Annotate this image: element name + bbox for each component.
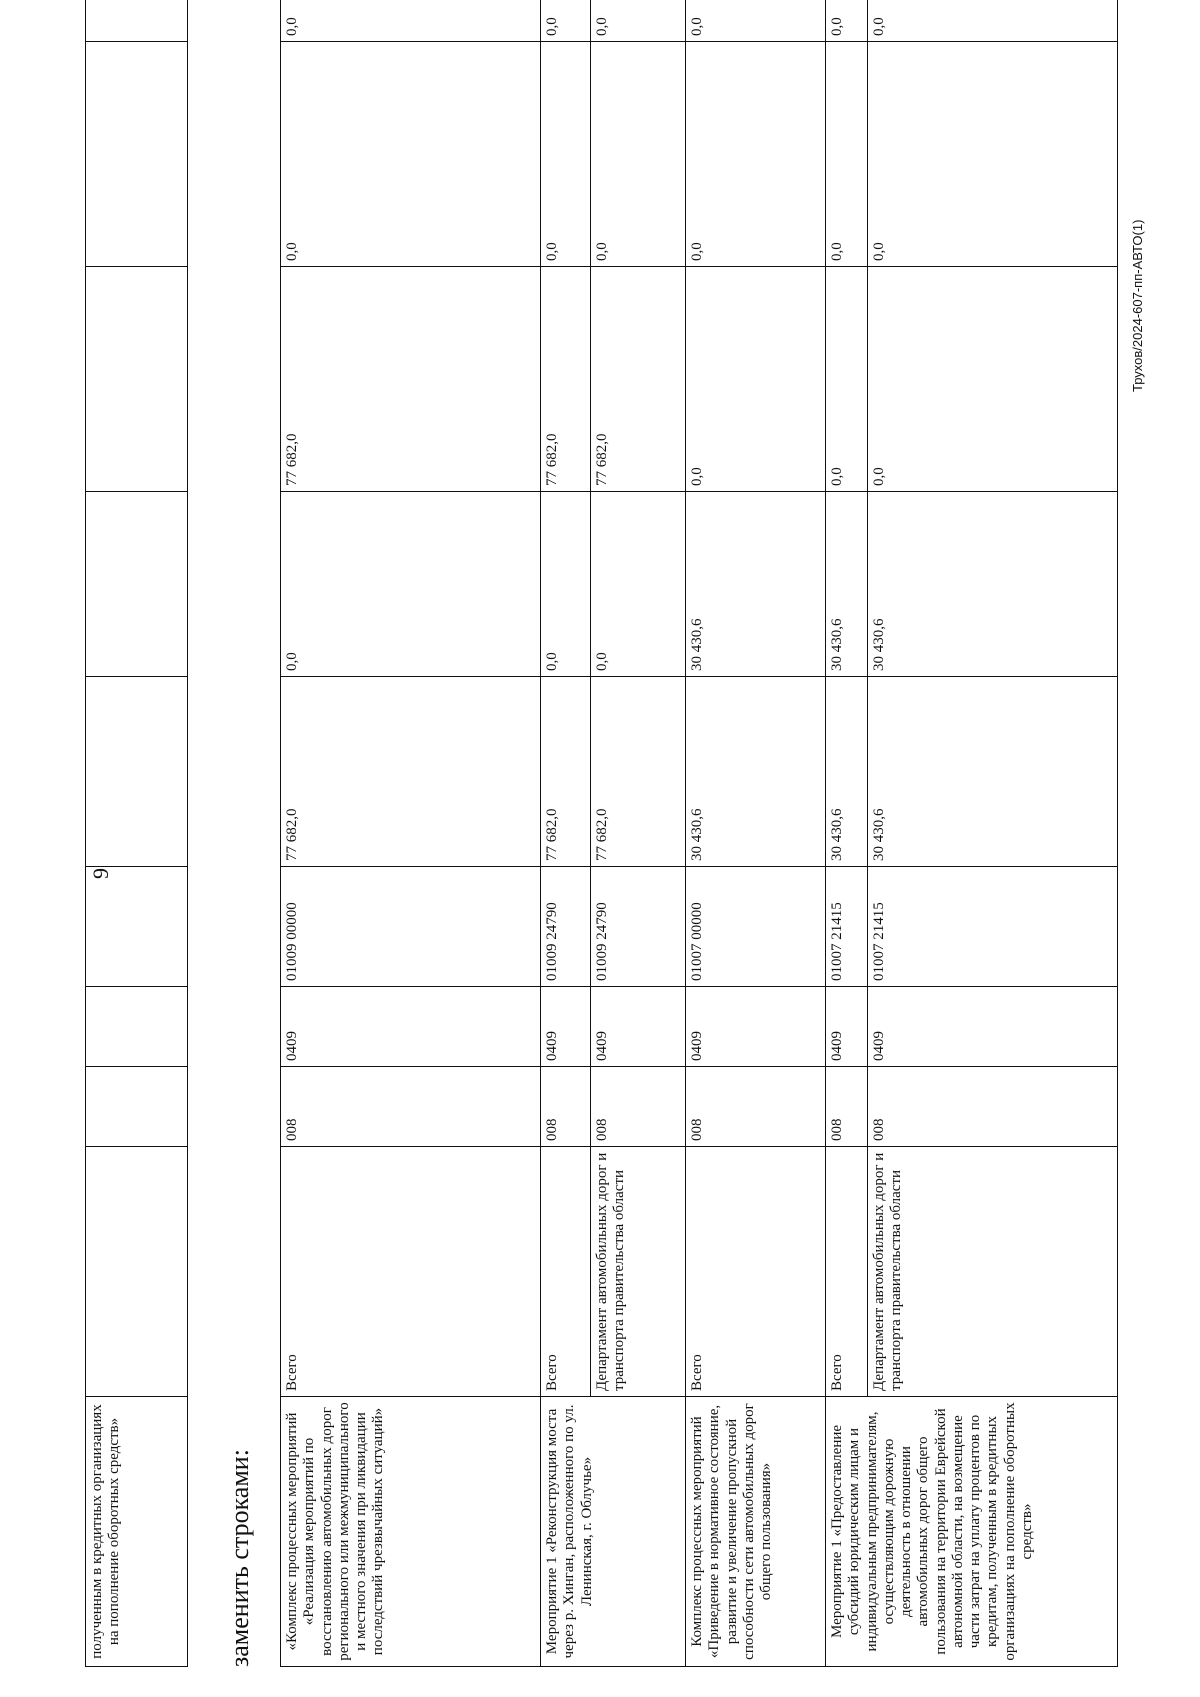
executor-cell: Всего [686,1147,826,1397]
grbs-cell: 008 [826,1067,868,1147]
csr-cell: 01009 24790 [591,867,686,987]
csr-cell: 01009 00000 [281,867,541,987]
csr-cell: 01009 24790 [541,867,591,987]
value-cell [86,677,188,867]
measure-name-cell: полученным в кредитных организациях на пополнение оборотных средств» [86,1397,188,1667]
executor-cell: Департамент автомобильных дорог и транспорта правительства области [868,1147,1118,1397]
document-code: Трухов/2024-607-пп-АВТО(1) [1130,219,1145,392]
csr-cell: 01007 21415 [826,867,868,987]
value-cell [86,42,188,267]
csr-cell: 01007 00000 [686,867,826,987]
executor-cell: Всего [281,1147,541,1397]
value-cell [86,267,188,492]
value-cell: 0,0 [868,42,1118,267]
table-row [86,0,188,1667]
table-row [541,0,591,1667]
value-cell: 77 682,0 [281,267,541,492]
rzpr-cell: 0409 [281,987,541,1067]
value-cell: 0,0 [868,267,1118,492]
value-cell: 0,0 [281,492,541,677]
value-cell: 30 430,6 [868,492,1118,677]
replacement-table [280,0,1118,1667]
measure-name-cell: Комплекс процессных мероприятий «Приведение в нормативное состояние, развитие и увеличение пропускной способности сети автомобильных дорог общего пользования» [686,1397,826,1667]
executor-cell [86,1147,188,1397]
value-cell: 30 430,6 [826,677,868,867]
value-cell: 0,0 [281,0,541,42]
value-cell: 0,0 [591,42,686,267]
csr-cell [86,867,188,987]
value-cell: 0,0 [541,492,591,677]
measure-name-cell: «Комплекс процессных мероприятий «Реализация мероприятий по восстановлению автомобильных дорог регионального или межмуниципального и местного значения при ликвидации последствий чрезвычайных ситуаций» [281,1397,541,1667]
measure-name-cell: Мероприятие 1 «Предоставление субсидий юридическим лицам и индивидуальным предпринимателям, осуществляющим дорожную деятельность в отношении автомобильных дорог общего пользования на территории Еврейской автономной области, на возмещение части затрат на уплату процентов по кредитам, полученным в кредитных организациях на пополнение оборотных средств» [826,1397,1118,1667]
page-number: 9 [88,868,113,879]
csr-cell: 01007 21415 [868,867,1118,987]
value-cell: 0,0 [826,267,868,492]
value-cell: 0,0 [541,0,591,42]
value-cell: 0,0 [541,42,591,267]
value-cell: 30 430,6 [686,492,826,677]
value-cell: 0,0 [686,42,826,267]
rzpr-cell: 0409 [826,987,868,1067]
rzpr-cell: 0409 [868,987,1118,1067]
rzpr-cell [86,987,188,1067]
measure-name-cell: Мероприятие 1 «Реконструкция моста через р. Хинган, расположенного по ул. Ленинская, г. Облучье» [541,1397,686,1667]
continued-table-row [85,0,188,1667]
executor-cell: Департамент автомобильных дорог и транспорта правительства области [591,1147,686,1397]
value-cell: 0,0 [686,267,826,492]
value-cell: 0,0 [826,0,868,42]
rzpr-cell: 0409 [686,987,826,1067]
value-cell: 0,0 [826,42,868,267]
value-cell: 0,0 [591,0,686,42]
replace-heading: заменить строками: [225,1449,254,1667]
value-cell: 30 430,6 [826,492,868,677]
grbs-cell [86,1067,188,1147]
value-cell: 0,0 [868,0,1118,42]
table-row [826,0,868,1667]
value-cell: 0,0 [591,492,686,677]
value-cell: 77 682,0 [591,677,686,867]
table-row [281,0,541,1667]
value-cell: 0,0 [281,42,541,267]
executor-cell: Всего [541,1147,591,1397]
table-row [686,0,826,1667]
value-cell [86,492,188,677]
rzpr-cell: 0409 [541,987,591,1067]
grbs-cell: 008 [281,1067,541,1147]
value-cell: 77 682,0 [541,677,591,867]
value-cell: 77 682,0 [541,267,591,492]
rzpr-cell: 0409 [591,987,686,1067]
grbs-cell: 008 [868,1067,1118,1147]
value-cell: 77 682,0 [281,677,541,867]
grbs-cell: 008 [686,1067,826,1147]
value-cell: 77 682,0 [591,267,686,492]
value-cell: 30 430,6 [868,677,1118,867]
value-cell [86,0,188,42]
value-cell: 0,0 [686,0,826,42]
executor-cell: Всего [826,1147,868,1397]
grbs-cell: 008 [591,1067,686,1147]
value-cell: 30 430,6 [686,677,826,867]
grbs-cell: 008 [541,1067,591,1147]
